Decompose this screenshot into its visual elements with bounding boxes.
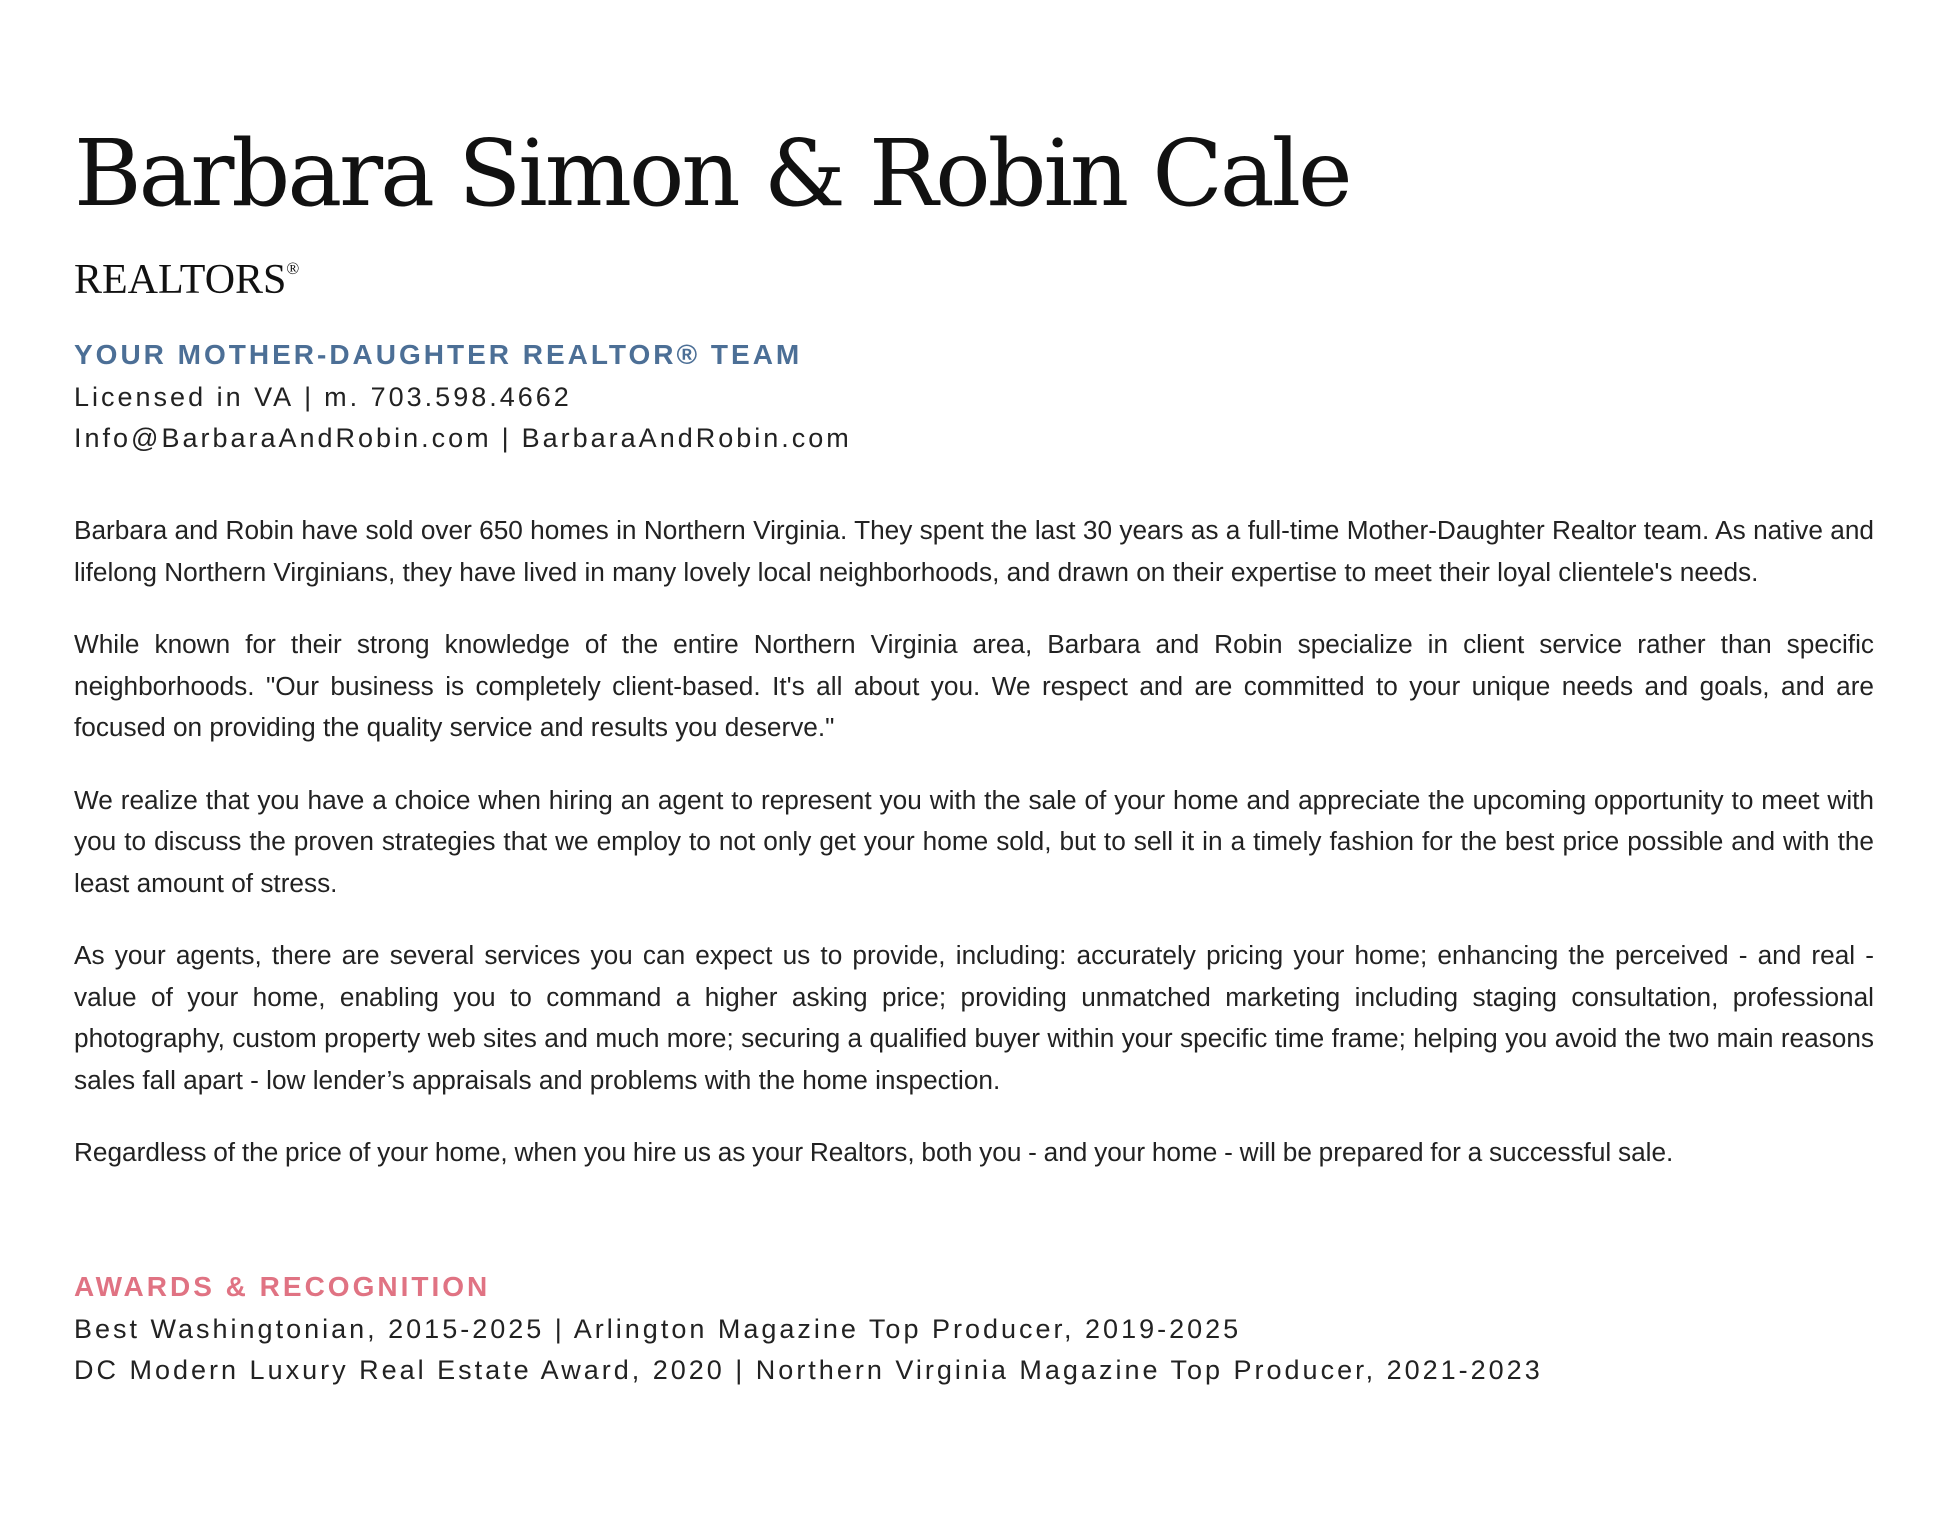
registered-mark: ® xyxy=(286,259,300,278)
email-link[interactable]: Info@BarbaraAndRobin.com xyxy=(74,423,492,453)
phone-number[interactable]: m. 703.598.4662 xyxy=(324,382,572,412)
awards-line: Best Washingtonian, 2015-2025 | Arlington Magazine Top Producer, 2019-2025 xyxy=(74,1314,1242,1344)
bio-paragraph: While known for their strong knowledge of the entire Northern Virginia area, Barbara and Robin specialize in client service rather than specific neighborhoods. "Our business is completely client-based. It's all about you. We respect and are committed to your unique needs and goals, and are focused on providing the quality service and results you deserve." xyxy=(74,629,1874,742)
email-website-line xyxy=(74,421,852,455)
bio-paragraph: Barbara and Robin have sold over 650 homes in Northern Virginia. They spent the last 30 years as a full-time Mother-Daughter Realtor team. As native and lifelong Northern Virginians, they have lived in many lovely local neighborhoods, and drawn on their expertise to meet their loyal clientele's needs. xyxy=(74,515,1874,587)
bio-section xyxy=(74,510,1874,1205)
bio-paragraph: As your agents, there are several services you can expect us to provide, including: accurately pricing your home; enhancing the perceived - and real - value of your home, enabling you to command a higher asking price; providing unmatched marketing including staging consultation, professional photography, custom property web sites and much more; securing a qualified buyer within your specific time frame; helping you avoid the two main reasons sales fall apart - low lender’s appraisals and problems with the home inspection. xyxy=(74,940,1874,1095)
website-link[interactable]: BarbaraAndRobin.com xyxy=(521,423,852,453)
agent-names-title: Barbara Simon & Robin Cale xyxy=(74,120,1350,227)
bio-paragraph: Regardless of the price of your home, when you hire us as your Realtors, both you - and your home - will be prepared for a successful sale. xyxy=(74,1137,1674,1167)
bio-paragraph: We realize that you have a choice when hiring an agent to represent you with the sale of your home and appreciate the upcoming opportunity to meet with you to discuss the proven strategies that we employ to not only get your home sold, but to sell it in a timely fashion for the best price possible and with the least amount of stress. xyxy=(74,784,1874,898)
license-phone-line xyxy=(74,380,572,414)
awards-line: DC Modern Luxury Real Estate Award, 2020 | Northern Virginia Magazine Top Producer, 2021-2023 xyxy=(74,1355,1543,1385)
license-text: Licensed in VA xyxy=(74,382,295,412)
team-tagline: YOUR MOTHER-DAUGHTER REALTOR® TEAM xyxy=(74,339,803,370)
realtors-subtitle xyxy=(74,248,299,305)
contact-separator: | xyxy=(304,382,315,412)
awards-heading: AWARDS & RECOGNITION xyxy=(74,1271,491,1302)
contact-separator: | xyxy=(501,423,512,453)
realtors-label: REALTORS xyxy=(74,257,287,303)
